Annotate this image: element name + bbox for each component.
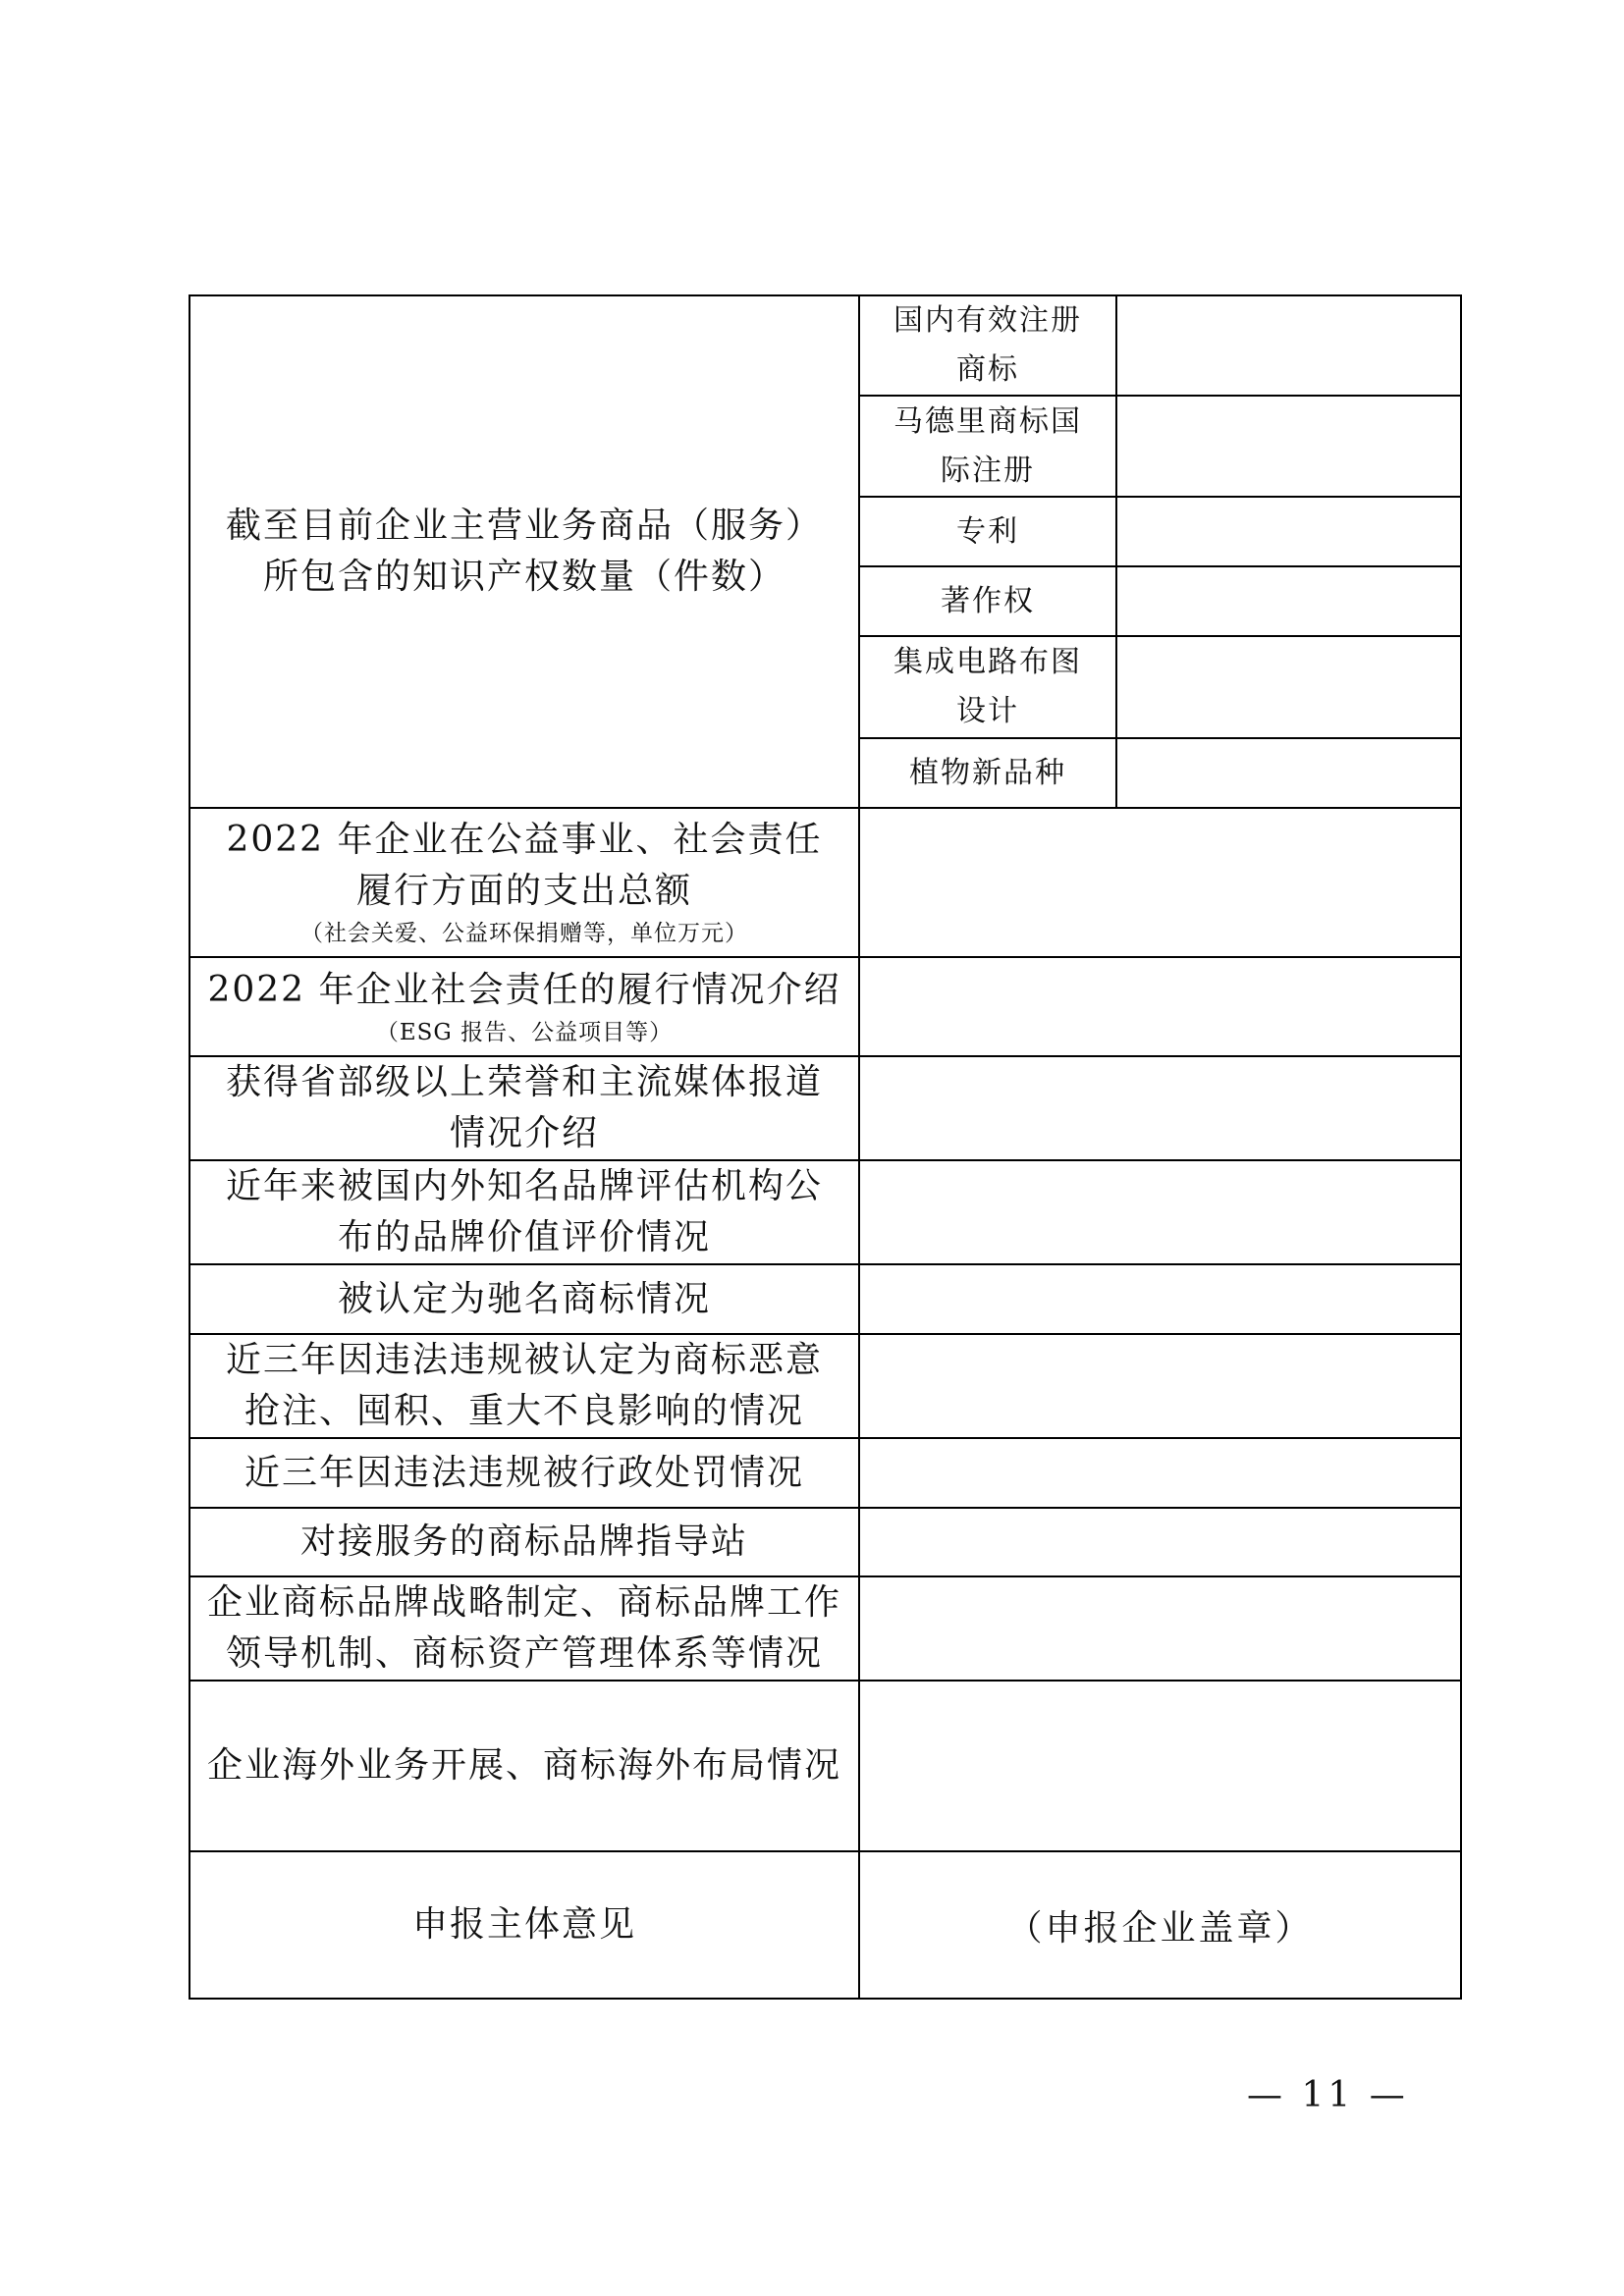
csr-intro-value[interactable] bbox=[859, 957, 1461, 1056]
table-row bbox=[189, 1056, 1461, 1160]
ip-item-value-cell[interactable] bbox=[1116, 636, 1461, 738]
table-row bbox=[189, 1576, 1461, 1681]
table-row bbox=[189, 295, 1461, 396]
malicious-registration-label: 近三年因违法违规被认定为商标恶意 抢注、囤积、重大不良影响的情况 bbox=[189, 1334, 859, 1438]
ip-item-label: 马德里商标国 际注册 bbox=[859, 396, 1116, 497]
csr-intro-label: 2022 年企业社会责任的履行情况介绍 （ESG 报告、公益项目等） bbox=[189, 957, 859, 1056]
table-row bbox=[189, 1160, 1461, 1264]
ip-item-label: 专利 bbox=[859, 497, 1116, 566]
table-row bbox=[189, 1681, 1461, 1851]
well-known-trademark-value[interactable] bbox=[859, 1264, 1461, 1334]
overseas-business-value[interactable] bbox=[859, 1681, 1461, 1851]
ip-item-value-cell[interactable] bbox=[1116, 396, 1461, 497]
ip-count-label: 截至目前企业主营业务商品（服务） 所包含的知识产权数量（件数） bbox=[189, 295, 859, 808]
table-row bbox=[189, 1334, 1461, 1438]
overseas-business-label: 企业海外业务开展、商标海外布局情况 bbox=[189, 1681, 859, 1851]
brand-valuation-label: 近年来被国内外知名品牌评估机构公 布的品牌价值评价情况 bbox=[189, 1160, 859, 1264]
brand-strategy-label: 企业商标品牌战略制定、商标品牌工作 领导机制、商标资产管理体系等情况 bbox=[189, 1576, 859, 1681]
public-welfare-spending-label: 2022 年企业在公益事业、社会责任 履行方面的支出总额 （社会关爱、公益环保捐赠等，单位万元） bbox=[189, 808, 859, 957]
well-known-trademark-label: 被认定为驰名商标情况 bbox=[189, 1264, 859, 1334]
application-form-table bbox=[189, 294, 1462, 2000]
page-number: — 11 — bbox=[1247, 2075, 1409, 2115]
company-seal-cell[interactable]: （申报企业盖章） bbox=[859, 1851, 1461, 1999]
ip-item-value-cell[interactable] bbox=[1116, 566, 1461, 636]
table-row bbox=[189, 957, 1461, 1056]
brand-valuation-value[interactable] bbox=[859, 1160, 1461, 1264]
ip-item-label: 国内有效注册 商标 bbox=[859, 295, 1116, 396]
ip-item-value-cell[interactable] bbox=[1116, 295, 1461, 396]
ip-item-label: 集成电路布图 设计 bbox=[859, 636, 1116, 738]
table-row bbox=[189, 1438, 1461, 1508]
applicant-opinion-label: 申报主体意见 bbox=[189, 1851, 859, 1999]
public-welfare-spending-value[interactable] bbox=[859, 808, 1461, 957]
malicious-registration-value[interactable] bbox=[859, 1334, 1461, 1438]
guidance-station-value[interactable] bbox=[859, 1508, 1461, 1576]
table-row bbox=[189, 808, 1461, 957]
guidance-station-label: 对接服务的商标品牌指导站 bbox=[189, 1508, 859, 1576]
ip-item-value-cell[interactable] bbox=[1116, 497, 1461, 566]
administrative-penalty-value[interactable] bbox=[859, 1438, 1461, 1508]
brand-strategy-value[interactable] bbox=[859, 1576, 1461, 1681]
ip-item-label: 植物新品种 bbox=[859, 738, 1116, 808]
honors-media-label: 获得省部级以上荣誉和主流媒体报道 情况介绍 bbox=[189, 1056, 859, 1160]
honors-media-value[interactable] bbox=[859, 1056, 1461, 1160]
table-row bbox=[189, 1851, 1461, 1999]
table-row bbox=[189, 1264, 1461, 1334]
administrative-penalty-label: 近三年因违法违规被行政处罚情况 bbox=[189, 1438, 859, 1508]
ip-item-label: 著作权 bbox=[859, 566, 1116, 636]
ip-item-value-cell[interactable] bbox=[1116, 738, 1461, 808]
table-row bbox=[189, 1508, 1461, 1576]
